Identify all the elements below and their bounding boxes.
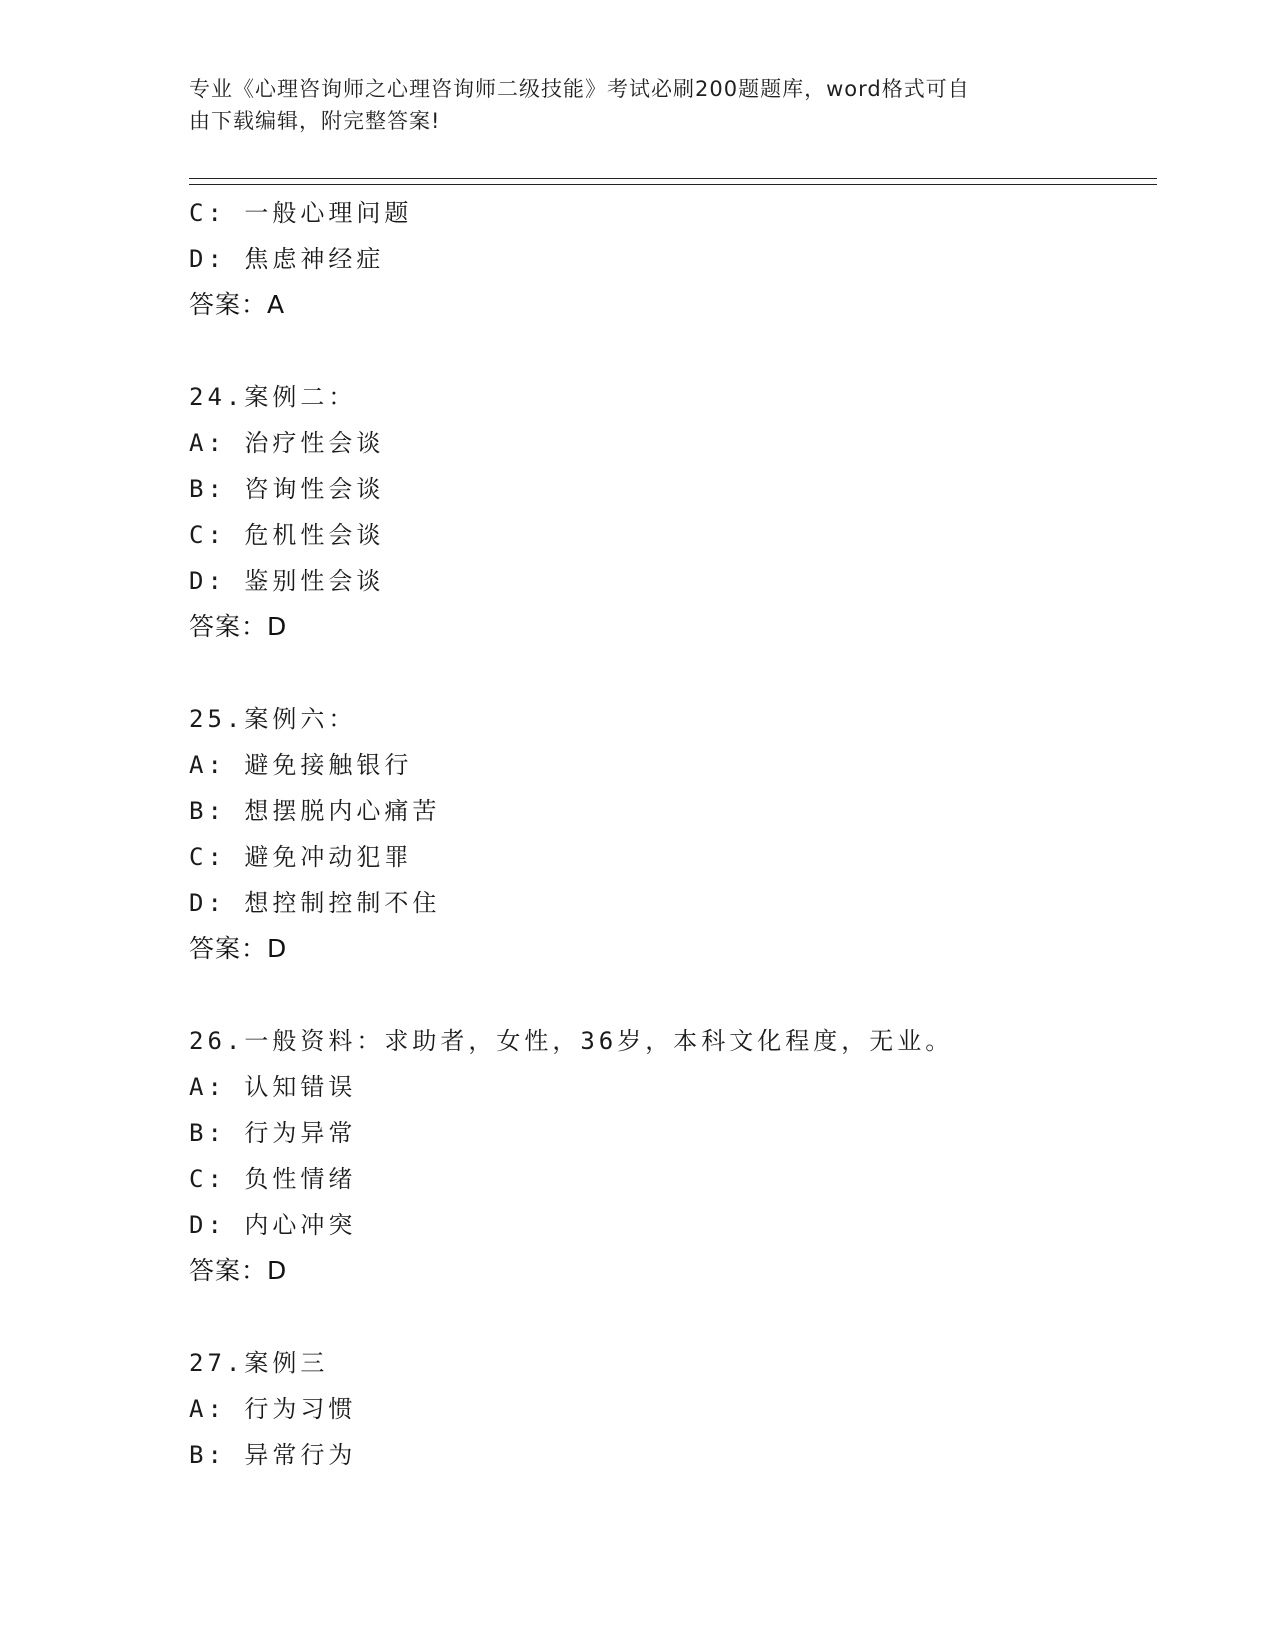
option-line: B: 咨询性会谈 [189, 475, 385, 503]
header-divider-bottom [189, 184, 1157, 185]
option-line: B: 异常行为 [189, 1441, 357, 1469]
option-line: B: 行为异常 [189, 1119, 357, 1147]
question-line: 26.一般资料：求助者，女性，36岁，本科文化程度，无业。 [189, 1027, 954, 1055]
option-line: A: 治疗性会谈 [189, 429, 385, 457]
option-line: C: 负性情绪 [189, 1165, 357, 1193]
option-line: A: 行为习惯 [189, 1395, 357, 1423]
option-line: D: 内心冲突 [189, 1211, 357, 1239]
question-list [189, 190, 1149, 1478]
option-line: C: 危机性会谈 [189, 521, 385, 549]
header-line-1: 专业《心理咨询师之心理咨询师二级技能》考试必刷200题题库，word格式可自 [189, 77, 970, 101]
spacer [189, 1294, 1149, 1340]
document-header [189, 73, 1089, 137]
spacer [189, 650, 1149, 696]
answer-line: 答案：D [189, 934, 288, 963]
option-line: D: 鉴别性会谈 [189, 567, 385, 595]
question-line: 25.案例六： [189, 705, 357, 733]
header-divider-top [189, 178, 1157, 179]
option-line: D: 想控制控制不住 [189, 889, 441, 917]
option-line: A: 认知错误 [189, 1073, 357, 1101]
answer-line: 答案：A [189, 290, 286, 319]
spacer [189, 328, 1149, 374]
option-line: A: 避免接触银行 [189, 751, 413, 779]
answer-line: 答案：D [189, 1256, 288, 1285]
question-line: 27.案例三 [189, 1349, 329, 1377]
option-line: C: 避免冲动犯罪 [189, 843, 413, 871]
option-line: D: 焦虑神经症 [189, 245, 385, 273]
question-line: 24.案例二： [189, 383, 357, 411]
option-line: B: 想摆脱内心痛苦 [189, 797, 441, 825]
spacer [189, 972, 1149, 1018]
header-line-2: 由下载编辑，附完整答案! [189, 109, 441, 133]
option-line: C: 一般心理问题 [189, 199, 413, 227]
answer-line: 答案：D [189, 612, 288, 641]
